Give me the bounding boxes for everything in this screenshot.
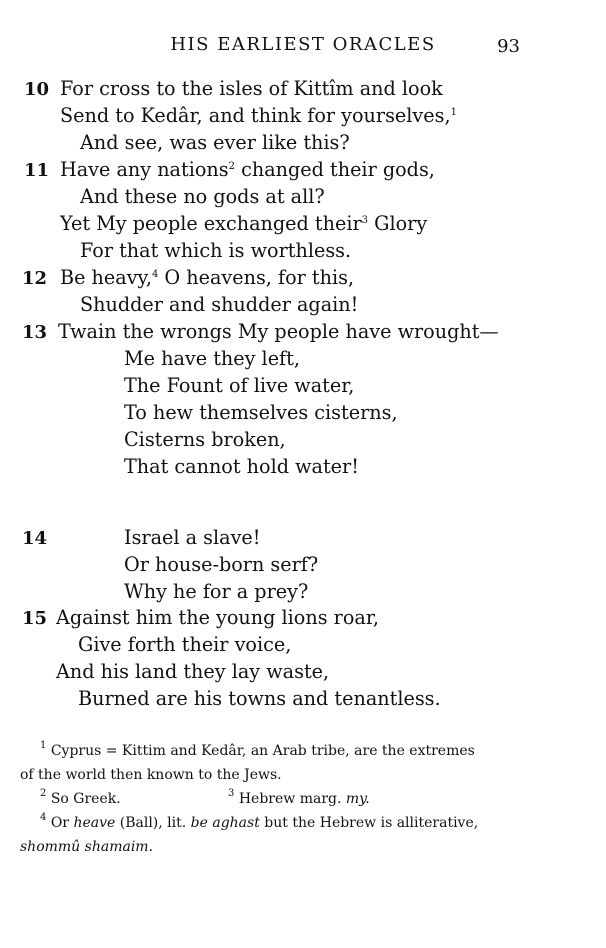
- poem-line: Yet My people exchanged their$^3$ Glory: [60, 212, 428, 235]
- verse-number: 12: [22, 268, 48, 289]
- poem-line: Shudder and shudder again!: [80, 293, 359, 316]
- footnote-mark: 2: [228, 161, 235, 172]
- poem-line: And these no gods at all?: [80, 185, 325, 208]
- poem-line: Give forth their voice,: [78, 633, 292, 656]
- poem-line: Or house-born serf?: [124, 553, 319, 576]
- poem-line: And see, was ever like this?: [80, 131, 350, 154]
- footnote: $^1$ Cyprus = Kittim and Kedâr, an Arab tribe, are the extremes: [40, 740, 475, 759]
- verse-number: 15: [22, 608, 48, 629]
- poem-line: Have any nations$^2$ changed their gods,: [60, 158, 435, 181]
- verse-number: 10: [24, 79, 50, 100]
- poem-line: Send to Kedâr, and think for yourselves,$^1$: [60, 104, 457, 127]
- footnote-mark: 1: [450, 107, 457, 118]
- verse-number: 11: [24, 160, 50, 181]
- footnote-mark: 4: [151, 269, 159, 280]
- poem-line: Why he for a prey?: [124, 580, 309, 603]
- poem-line: To hew themselves cisterns,: [124, 401, 398, 424]
- footnote: of the world then known to the Jews.: [20, 767, 282, 783]
- poem-line: Burned are his towns and tenantless.: [78, 687, 441, 710]
- footnote-mark: 3: [361, 215, 369, 226]
- footnote: shommû shamaim.: [20, 839, 154, 855]
- poem-line: Twain the wrongs My people have wrought—: [58, 320, 499, 343]
- page-number: 93: [497, 36, 520, 57]
- footnote: $^3$ Hebrew marg. my.: [228, 788, 370, 807]
- poem-line: That cannot hold water!: [124, 455, 359, 478]
- poem-line: For that which is worthless.: [80, 239, 352, 262]
- poem-line: Israel a slave!: [124, 526, 261, 549]
- poem-line: Cisterns broken,: [124, 428, 286, 451]
- running-title: HIS EARLIEST ORACLES: [170, 34, 436, 55]
- poem-line: Me have they left,: [124, 347, 300, 370]
- poem-line: And his land they lay waste,: [56, 660, 330, 683]
- poem-line: For cross to the isles of Kittîm and look: [60, 77, 443, 100]
- verse-number: 13: [22, 322, 48, 343]
- poem-line: Against him the young lions roar,: [56, 606, 379, 629]
- footnote: $^2$ So Greek.: [40, 788, 121, 807]
- poem-line: Be heavy,$^4$ O heavens, for this,: [60, 266, 355, 289]
- footnote: $^4$ Or heave (Ball), lit. be aghast but the Hebrew is alliterative,: [40, 812, 479, 831]
- poem-line: The Fount of live water,: [124, 374, 355, 397]
- verse-number: 14: [22, 528, 48, 549]
